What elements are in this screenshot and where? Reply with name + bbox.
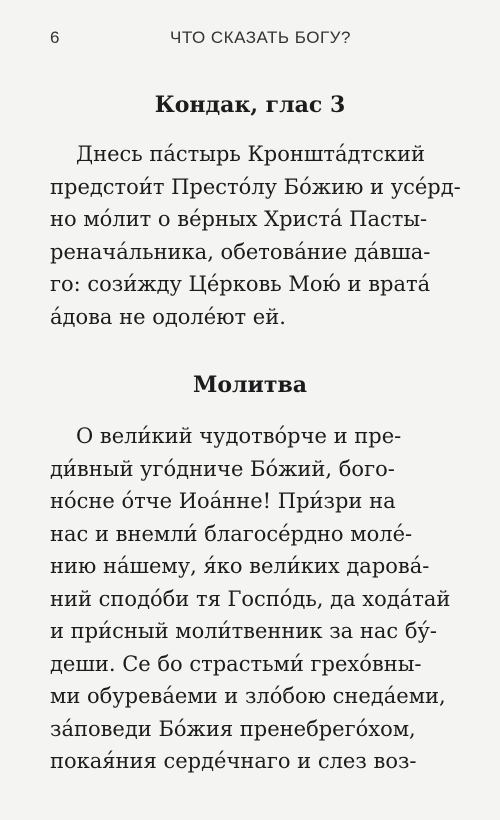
text-line: ний сподо́би тя Госпо́дь, да хода́тай (50, 586, 451, 611)
text-line: Днесь па́стырь Кроншта́дтский (76, 142, 425, 166)
text-line: ренача́льника, обетова́ние да́вша- (50, 239, 431, 264)
text-line: ди́вный уго́дниче Бо́жий, бого- (50, 456, 395, 481)
text-line: О вели́кий чудотво́рче и пре- (76, 424, 402, 448)
running-title: ЧТО СКАЗАТЬ БОГУ? (170, 28, 351, 47)
text-line: за́поведи Бо́жия пренебрего́хом, (50, 716, 416, 741)
text-line: но мо́лит о ве́рных Христа́ Пасты- (50, 207, 428, 231)
text-line: предстои́т Престо́лу Бо́жию и усе́рд- (50, 174, 461, 199)
text-line: и при́сный моли́твенник за нас бу́- (50, 619, 437, 643)
page-number: 6 (50, 28, 60, 47)
text-line: а́дова не одоле́ют ей. (50, 304, 286, 329)
section-heading-kondak: Кондак, глас 3 (154, 92, 346, 118)
text-line: го: сози́жду Це́рковь Мою́ и врата́ (50, 272, 431, 296)
prayer-text (50, 420, 468, 778)
text-line: нию на́шему, я́ко вели́ких дарова́- (50, 554, 430, 578)
text-line: ми обурева́еми и зло́бою снеда́еми, (50, 684, 446, 708)
text-line: покая́ния серде́чнаго и слез воз- (50, 749, 417, 773)
running-head (0, 28, 500, 52)
section-heading-prayer: Молитва (192, 372, 308, 398)
text-line: но́сне о́тче Иоа́нне! При́зри на (50, 489, 396, 513)
text-line: нас и внемли́ благосе́рдно моле́- (50, 521, 413, 546)
text-line: деши. Се бо страстьми́ грехо́вны- (50, 651, 422, 676)
kondak-text (50, 138, 468, 333)
